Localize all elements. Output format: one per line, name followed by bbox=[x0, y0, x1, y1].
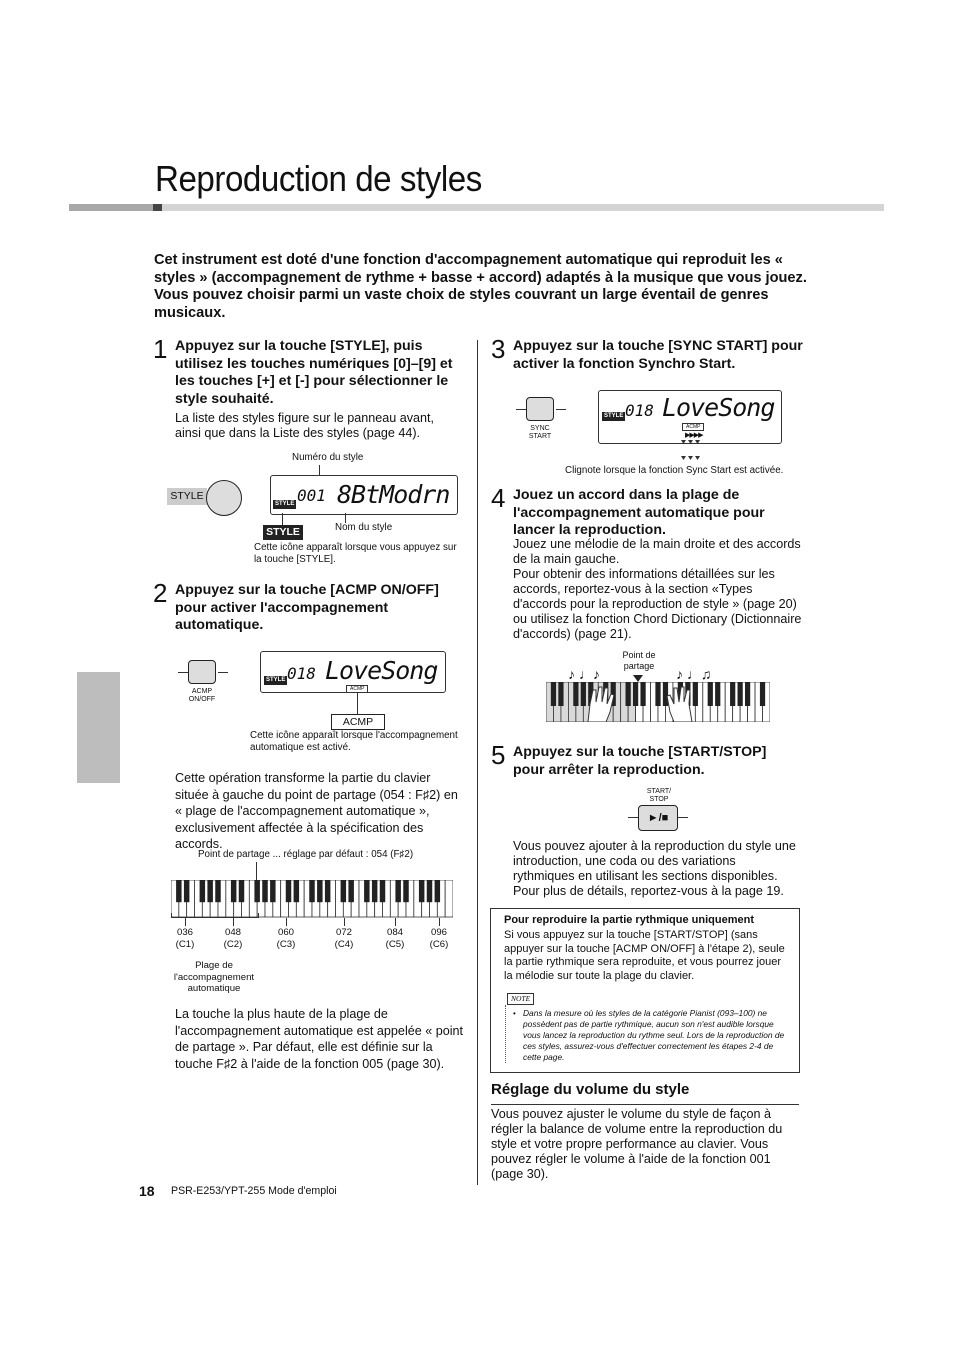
black-key bbox=[348, 880, 353, 902]
lcd-style-name: LoveSong bbox=[662, 393, 775, 422]
black-key bbox=[715, 682, 720, 706]
key-number: 048 bbox=[224, 927, 241, 938]
black-key bbox=[325, 880, 330, 902]
step-2-body: Cette opération transforme la partie du clavier située à gauche du point de partage (054 : F♯2) en « plage de l'accompagnement automatique », exclusivement affectée à la spécification des accords. bbox=[175, 771, 458, 851]
lcd-display-step1 bbox=[270, 475, 458, 515]
intro-paragraph: Cet instrument est doté d'une fonction d'accompagnement automatique qui reproduit les « styles » (accompagnement de rythme + basse + accord) adaptés à la musique que vous jouez. Vous pouvez choisir parmi un vaste choix de styles couvrant un large éventail de genres musicaux. bbox=[154, 252, 807, 321]
volume-section-body: Vous pouvez ajuster le volume du style de façon à régler la balance de volume entre la reproduction du style et votre propre performance au clavier. Vous pouvez régler le volume à l'aide de la fonction 001 (page 30). bbox=[491, 1107, 783, 1181]
black-key bbox=[558, 682, 563, 706]
black-key bbox=[184, 880, 189, 902]
title-rule bbox=[69, 204, 884, 211]
lcd-style-number: 018 bbox=[287, 664, 316, 683]
note-rule bbox=[505, 1005, 507, 1063]
key-pointer-line bbox=[344, 918, 345, 926]
step-4-body: Jouez une mélodie de la main droite et des accords de la main gauche. Pour obtenir des informations détaillées sur les accords, reportez-vous à la section «Types d'accords pour la reproduction de style » (page 20) ou utilisez la fonction Chord Dictionary (Dictionnaire d'accords) (page 21). bbox=[513, 537, 802, 641]
key-number: 084 bbox=[386, 927, 403, 938]
key-number-label bbox=[384, 927, 406, 950]
sync-start-label: SYNC START bbox=[528, 425, 552, 440]
lcd-acmp-indicator: ACMP bbox=[346, 685, 368, 693]
black-key bbox=[200, 880, 205, 902]
step-2-heading: Appuyez sur la touche [ACMP ON/OFF] pour activer l'accompagnement automatique. bbox=[175, 582, 439, 634]
black-key bbox=[215, 880, 220, 902]
black-key bbox=[663, 682, 668, 706]
split-point-pointer bbox=[256, 862, 257, 880]
step-4-number: 4 bbox=[491, 483, 506, 513]
black-key bbox=[730, 682, 735, 706]
button-tick bbox=[628, 817, 638, 818]
box-body: Si vous appuyez sur la touche [START/STOP] (sans appuyer sur la touche [ACMP ON/OFF] à l'étape 2), seule la partie rythmique sera reproduite, et vous pourrez jouer la mélodie sur toute la plage du clavier. bbox=[504, 929, 785, 982]
step-4-heading: Jouez un accord dans la plage de l'accompagnement automatique pour lancer la reproduction. bbox=[513, 487, 765, 539]
black-key bbox=[286, 880, 291, 902]
box-heading: Pour reproduire la partie rythmique uniquement bbox=[504, 914, 754, 926]
key-note: (C6) bbox=[429, 938, 449, 950]
lcd-style-icon: STYLE bbox=[275, 501, 295, 507]
page-title: Reproduction de styles bbox=[155, 158, 482, 199]
note-bullet: • bbox=[513, 1009, 516, 1018]
leader-line bbox=[282, 513, 283, 525]
key-number-label bbox=[222, 927, 244, 950]
step-2-number: 2 bbox=[153, 578, 168, 608]
range-label: Plage de l'accompagnement automatique bbox=[173, 960, 255, 994]
keyboard-with-hands-diagram bbox=[546, 682, 770, 722]
column-divider bbox=[477, 340, 478, 1185]
button-tick bbox=[218, 672, 228, 673]
step-5-body: Vous pouvez ajouter à la reproduction du style une introduction, une coda ou des variations rythmiques en utilisant les sections disponibles. Pour plus de détails, reportez-vous à la page 19. bbox=[513, 839, 796, 898]
step-5-heading: Appuyez sur la touche [START/STOP] pour arrêter la reproduction. bbox=[513, 744, 767, 778]
black-key bbox=[231, 880, 236, 902]
black-key bbox=[403, 880, 408, 902]
button-tick bbox=[678, 817, 688, 818]
black-key bbox=[693, 682, 698, 706]
white-key bbox=[445, 880, 453, 917]
key-number-label bbox=[428, 927, 450, 950]
key-number: 072 bbox=[335, 927, 352, 938]
key-number: 036 bbox=[176, 927, 193, 938]
black-key bbox=[317, 880, 322, 902]
label-style-name: Nom du style bbox=[335, 522, 393, 533]
sync-start-caption: Clignote lorsque la fonction Sync Start est activée. bbox=[565, 465, 784, 476]
start-stop-button[interactable]: ►/■ bbox=[638, 805, 678, 831]
black-key bbox=[372, 880, 377, 902]
black-key bbox=[633, 682, 638, 706]
volume-section-heading: Réglage du volume du style bbox=[491, 1081, 690, 1098]
black-key bbox=[364, 880, 369, 902]
lcd-style-name: LoveSong bbox=[325, 656, 438, 685]
key-number-label bbox=[333, 927, 355, 950]
style-button[interactable] bbox=[206, 480, 242, 516]
acmp-icon-caption: Cette icône apparaît lorsque l'accompagnement automatique est activé. bbox=[250, 730, 458, 753]
key-number: 060 bbox=[277, 927, 294, 938]
sync-start-button[interactable] bbox=[526, 397, 554, 421]
chapter-side-tab bbox=[77, 672, 120, 783]
rhythm-only-box bbox=[490, 908, 800, 1073]
lcd-display-step3 bbox=[598, 390, 782, 444]
key-note: (C4) bbox=[334, 938, 354, 950]
black-key bbox=[573, 682, 578, 706]
button-tick bbox=[556, 409, 566, 410]
music-notes-left-icon: ♪ ♩♪ bbox=[568, 666, 600, 682]
black-key bbox=[270, 880, 275, 902]
key-pointer-line bbox=[185, 918, 186, 926]
blink-indicator-icon bbox=[678, 438, 702, 464]
acmp-button-label: ACMP ON/OFF bbox=[188, 688, 216, 703]
key-number: 096 bbox=[430, 927, 447, 938]
key-pointer-line bbox=[233, 918, 234, 926]
black-key bbox=[655, 682, 660, 706]
key-pointer-line bbox=[286, 918, 287, 926]
lcd-style-number: 018 bbox=[625, 401, 654, 420]
step-3-heading: Appuyez sur la touche [SYNC START] pour activer la fonction Synchro Start. bbox=[513, 338, 803, 372]
title-rule-accent bbox=[69, 204, 153, 211]
title-rule-marker bbox=[153, 204, 162, 211]
button-tick bbox=[516, 409, 526, 410]
split-point-label: Point de partage bbox=[622, 650, 656, 671]
black-key bbox=[581, 682, 586, 706]
leader-line bbox=[357, 692, 358, 714]
key-pointer-line bbox=[395, 918, 396, 926]
black-key bbox=[309, 880, 314, 902]
style-icon-caption: Cette icône apparaît lorsque vous appuyez sur la touche [STYLE]. bbox=[254, 542, 457, 565]
black-key bbox=[626, 682, 631, 706]
lcd-style-name: 8BtModrn bbox=[337, 480, 450, 509]
step-1-body: La liste des styles figure sur le panneau avant, ainsi que dans la Liste des styles (page 44). bbox=[175, 411, 435, 440]
black-key bbox=[427, 880, 432, 902]
note-label: NOTE bbox=[507, 993, 534, 1005]
black-key bbox=[262, 880, 267, 902]
key-pointer-line bbox=[439, 918, 440, 926]
volume-section-rule bbox=[491, 1104, 799, 1105]
black-key bbox=[207, 880, 212, 902]
lcd-style-number: 001 bbox=[297, 486, 326, 505]
black-key bbox=[419, 880, 424, 902]
note-text: Dans la mesure où les styles de la catégorie Pianist (093–100) ne possèdent pas de partie rythmique, aucun son n'est audible lorsque vous lancez la reproduction du rythme seul. Lors de la reproduction de ces styles, assurez-vous d'effectuer correctement les étapes 2-4 de cette page. bbox=[523, 1008, 785, 1062]
step-1-heading: Appuyez sur la touche [STYLE], puis utilisez les touches numériques [0]–[9] et les touches [+] et [-] pour sélectionner le style souhaité. bbox=[175, 338, 453, 407]
lcd-display-step2 bbox=[260, 651, 446, 693]
split-point-caption: Point de partage ... réglage par défaut : 054 (F♯2) bbox=[198, 849, 414, 860]
black-key bbox=[294, 880, 299, 902]
acmp-indicator-tag: ACMP bbox=[331, 714, 385, 730]
black-key bbox=[395, 880, 400, 902]
black-key bbox=[380, 880, 385, 902]
lcd-style-icon: STYLE bbox=[266, 677, 286, 683]
start-stop-label: START/ STOP bbox=[646, 788, 672, 803]
black-key bbox=[551, 682, 556, 706]
black-key bbox=[745, 682, 750, 706]
key-note: (C5) bbox=[385, 938, 405, 950]
black-key bbox=[239, 880, 244, 902]
black-key bbox=[435, 880, 440, 902]
label-style-number: Numéro du style bbox=[292, 452, 364, 463]
key-note: (C2) bbox=[223, 938, 243, 950]
page-number: 18 bbox=[139, 1183, 155, 1199]
step-5-number: 5 bbox=[491, 740, 506, 770]
style-indicator-tag: STYLE bbox=[263, 525, 303, 540]
acmp-on-off-button[interactable] bbox=[188, 660, 216, 684]
lcd-style-icon: STYLE bbox=[604, 413, 624, 419]
key-note: (C3) bbox=[276, 938, 296, 950]
footer-manual-title: PSR-E253/YPT-255 Mode d'emploi bbox=[171, 1185, 337, 1197]
music-notes-right-icon: ♪ ♩♫ bbox=[676, 666, 712, 682]
style-button-label: STYLE bbox=[167, 488, 207, 505]
black-key bbox=[738, 682, 743, 706]
step-2-body-2: La touche la plus haute de la plage de l'accompagnement automatique est appelée « point de partage ». Par défaut, elle est définie sur la touche F♯2 à l'aide de la fonction 005 (page 30). bbox=[175, 1007, 464, 1071]
step-1-number: 1 bbox=[153, 334, 168, 364]
lcd-acmp-indicator: ACMP bbox=[682, 423, 704, 431]
black-key bbox=[176, 880, 181, 902]
key-number-label bbox=[174, 927, 196, 950]
black-key bbox=[640, 682, 645, 706]
button-tick bbox=[178, 672, 188, 673]
key-note: (C1) bbox=[175, 938, 195, 950]
step-3-number: 3 bbox=[491, 334, 506, 364]
key-number-label bbox=[275, 927, 297, 950]
black-key bbox=[341, 880, 346, 902]
beat-indicator-icon: ▶▶▶▶ bbox=[685, 432, 703, 439]
black-key bbox=[760, 682, 765, 706]
black-key bbox=[708, 682, 713, 706]
black-key bbox=[254, 880, 259, 902]
